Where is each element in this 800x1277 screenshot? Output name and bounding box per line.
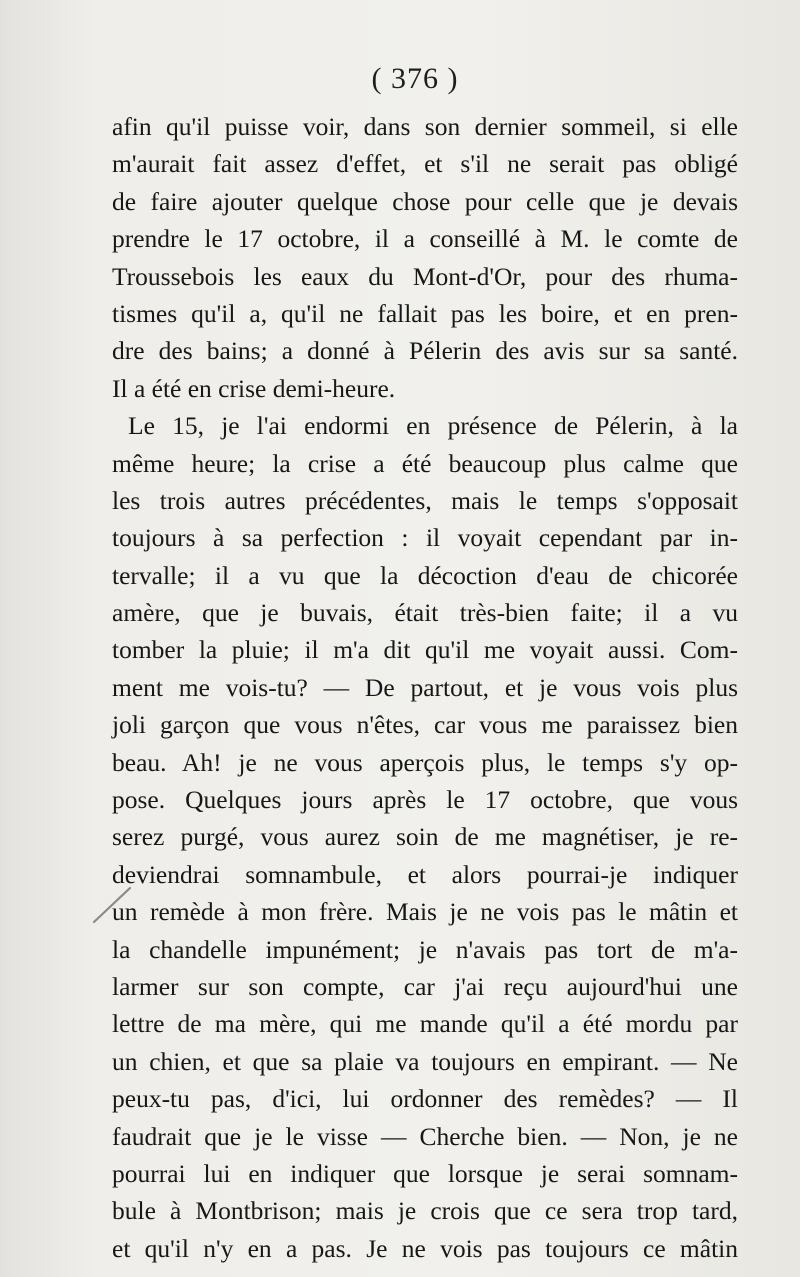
text-line: pourrai lui en indiquer que lorsque je serai somnam- — [112, 1158, 738, 1188]
text-line: ment me vois-tu? — De partout, et je vous vois plus — [112, 672, 738, 702]
text-line: Il a été en crise demi-heure. — [112, 373, 396, 403]
text-line: la chandelle impunément; je n'avais pas tort de m'a- — [112, 934, 738, 964]
text-line: même heure; la crise a été beaucoup plus calme que — [112, 448, 738, 478]
text-line: tervalle; il a vu que la décoction d'eau de chicorée — [112, 560, 738, 590]
text-line: Le 15, je l'ai endormi en présence de Pélerin, à la — [128, 411, 738, 441]
text-line: faudrait que je le visse — Cherche bien. — Non, je ne — [112, 1121, 738, 1151]
text-line: joli garçon que vous n'êtes, car vous me paraissez bien — [112, 710, 738, 740]
text-line: pose. Quelques jours après le 17 octobre, que vous — [112, 785, 738, 815]
text-line: m'aurait fait assez d'effet, et s'il ne serait pas obligé — [112, 149, 738, 179]
text-line: amère, que je buvais, était très-bien faite; il a vu — [112, 598, 738, 628]
text-line: larmer sur son compte, car j'ai reçu aujourd'hui une — [112, 971, 738, 1001]
text-line: toujours à sa perfection : il voyait cependant par in- — [112, 523, 738, 553]
text-line: bule à Montbrison; mais je crois que ce sera trop tard, — [112, 1196, 738, 1226]
text-line: serez purgé, vous aurez soin de me magnétiser, je re- — [112, 822, 738, 852]
text-line: dre des bains; a donné à Pélerin des avis sur sa santé. — [112, 336, 738, 366]
text-line: afin qu'il puisse voir, dans son dernier sommeil, si elle — [112, 112, 738, 141]
text-line: tomber la pluie; il m'a dit qu'il me voyait aussi. Com- — [112, 635, 738, 665]
text-line: de faire ajouter quelque chose pour celle que je devais — [112, 186, 738, 216]
page-number: ( 376 ) — [371, 62, 459, 95]
text-line: tismes qu'il a, qu'il ne fallait pas les boire, et en pren- — [112, 298, 738, 328]
text-line: et qu'il n'y en a pas. Je ne vois pas toujours ce mâtin — [112, 1233, 738, 1263]
text-line: beau. Ah! je ne vous aperçois plus, le temps s'y op- — [112, 747, 738, 777]
text-line: un chien, et que sa plaie va toujours en empirant. — Ne — [112, 1046, 738, 1076]
text-line: un remède à mon frère. Mais je ne vois pas le mâtin et — [112, 897, 738, 927]
text-line: lettre de ma mère, qui me mande qu'il a été mordu par — [112, 1009, 738, 1039]
text-line: peux-tu pas, d'ici, lui ordonner des remèdes? — Il — [112, 1084, 738, 1114]
text-line: les trois autres précédentes, mais le temps s'opposait — [112, 485, 738, 515]
text-line: prendre le 17 octobre, il a conseillé à M. le comte de — [112, 224, 738, 254]
text-line: deviendrai somnambule, et alors pourrai-je indiquer — [112, 859, 738, 889]
text-line: Troussebois les eaux du Mont-d'Or, pour des rhuma- — [112, 261, 738, 291]
body-text — [112, 108, 738, 1267]
